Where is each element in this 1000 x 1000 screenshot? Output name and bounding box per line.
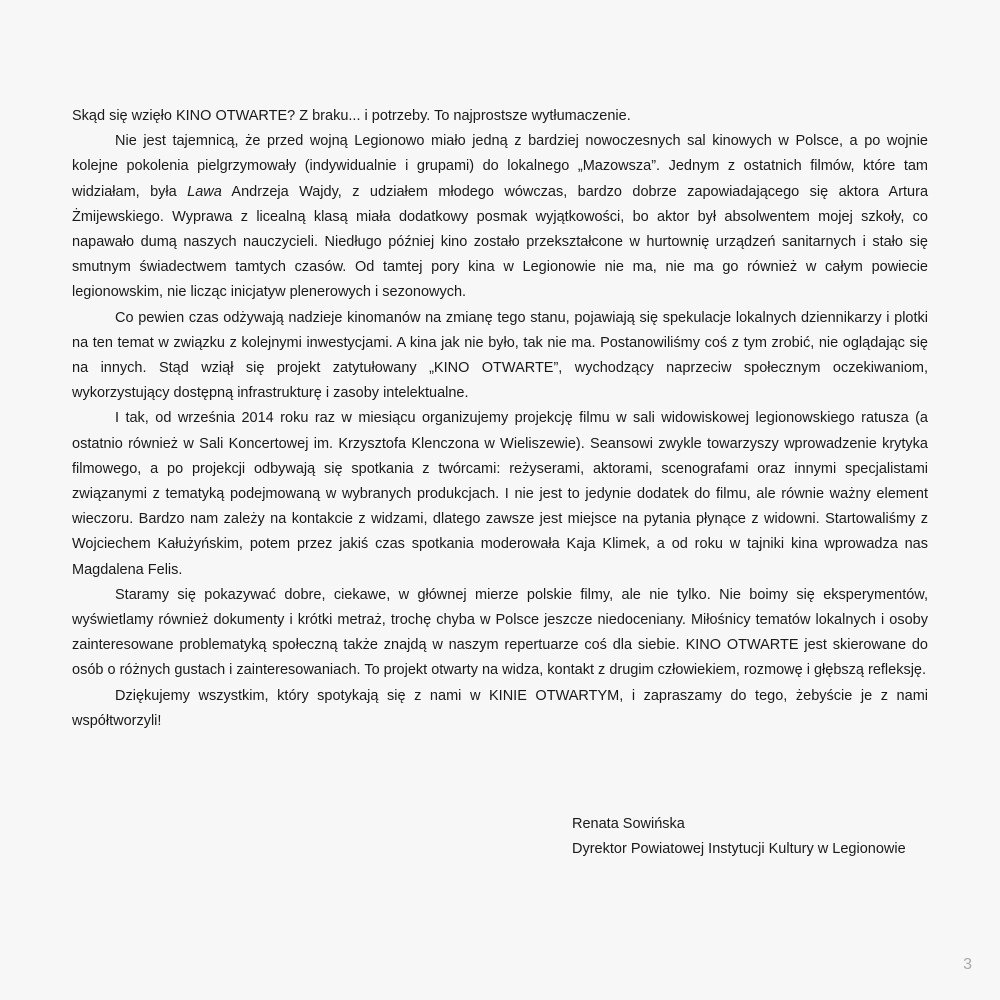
signature-block <box>572 812 972 862</box>
paragraph-history <box>72 129 928 305</box>
paragraph-intro: Skąd się wzięło KINO OTWARTE? Z braku... i potrzeby. To najprostsze wytłumaczenie. <box>72 108 631 124</box>
signature-name: Renata Sowińska <box>572 816 685 832</box>
paragraph-project-origin: Co pewien czas odżywają nadzieje kinomanów na zmianę tego stanu, pojawiają się spekulacje lokalnych dziennikarzy i plotki na ten temat w związku z kolejnymi inwestycjami. A kina jak nie było, tak nie ma. Postanowiliśmy coś z tym zrobić, nie oglądając się na innych. Stąd wziął się projekt zatytułowany „KINO OTWARTE”, wychodzący naprzeciw społecznym oczekiwaniom, wykorzystujący dostępną infrastrukturę i zasoby intelektualne. <box>72 309 928 402</box>
paragraph-thanks: Dziękujemy wszystkim, który spotykają się z nami w KINIE OTWARTYM, i zapraszamy do tego, żebyście je z nami współtworzyli! <box>72 687 928 729</box>
paragraph-history-part-2: Andrzeja Wajdy, z udziałem młodego wówczas, bardzo dobrze zapowiadającego się aktora Artura Żmijewskiego. Wyprawa z licealną klasą miała dodatkowy posmak wyjątkowości, bo aktor był absolwentem mojej szkoły, co napawało dumą naszych nauczycieli. Niedługo później kino zostało przekształcone w hurtownię urządzeń sanitarnych i stało się smutnym świadectwem tamtych czasów. Od tamtej pory kina w Legionowie nie ma, nie ma go również w całym powiecie legionowskim, nie licząc inicjatyw plenerowych i sezonowych. <box>72 183 929 301</box>
paragraph-screenings: I tak, od września 2014 roku raz w miesiącu organizujemy projekcję filmu w sali widowiskowej legionowskiego ratusza (a ostatnio również w Sali Koncertowej im. Krzysztofa Klenczona w Wieliszewie). Seansowi zwykle towarzyszy wprowadzenie krytyka filmowego, a po projekcji odbywają się spotkania z twórcami: reżyserami, aktorami, scenografami oraz innymi specjalistami związanymi z tematyką podejmowaną w wybranych produkcjach. I nie jest to jedynie dodatek do filmu, ale równie ważny element wieczoru. Bardzo nam zależy na kontakcie z widzami, dlatego zawsze jest miejsce na pytania płynące z widowni. Startowaliśmy z Wojciechem Kałużyńskim, potem przez jakiś czas spotkania moderowała Kaja Klimek, a od roku w tajniki kina wprowadza nas Magdalena Felis. <box>72 410 928 578</box>
signature-title: Dyrektor Powiatowej Instytucji Kultury w Legionowie <box>572 841 906 858</box>
body-text <box>72 104 928 734</box>
paragraph-history-part-1: Nie jest tajemnicą, że przed wojną Legionowo miało jedną z bardziej nowoczesnych sal kinowych w Polsce, a po wojnie kolejne pokolenia pielgrzymowały (indywidualnie i grupami) do lokalnego „Mazowsza”. Jednym z ostatnich filmów, które tam widziałam, była <box>72 133 928 200</box>
paragraph-repertoire: Staramy się pokazywać dobre, ciekawe, w głównej mierze polskie filmy, ale nie tylko. Nie boimy się eksperymentów, wyświetlamy również dokumenty i krótki metraż, trochę chyba w Polsce jeszcze niedoceniany. Miłośnicy tematów lokalnych i osoby zainteresowane problematyką społeczną także znajdą w naszym repertuarze coś dla siebie. KINO OTWARTE jest skierowane do osób o różnych gustach i zainteresowaniach. To projekt otwarty na widza, kontakt z drugim człowiekiem, rozmowę i głębszą refleksję. <box>72 586 928 679</box>
film-title-lawa: Lawa <box>187 183 222 200</box>
page-number: 3 <box>963 956 972 973</box>
